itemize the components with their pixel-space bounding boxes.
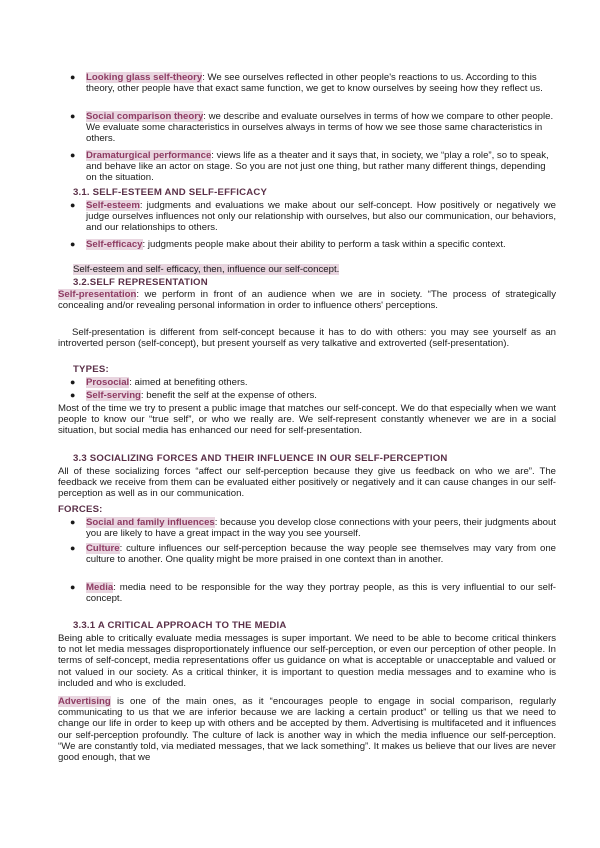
list-item <box>86 150 554 184</box>
forces-label: FORCES: <box>58 504 103 515</box>
definition: : We see ourselves reflected in other people's reactions to us. According to this theory, other people have that exact same function, we get to know ourselves by seeing how they reflect us. <box>86 72 543 95</box>
section-heading-3-2: 3.2.SELF REPRESENTATION <box>73 277 208 288</box>
bullet-dot: ● <box>70 239 76 249</box>
term-dramaturgical: Dramaturgical performance <box>86 150 212 161</box>
definition: : we describe and evaluate ourselves in terms of how we compare to other people. We evaluate some characteristics in ourselves always in terms of how we see those same characteristics in others. <box>86 111 554 145</box>
definition: : views life as a theater and it says that, in society, we “play a role”, so to speak, and behave like an actor on stage. So you are not just one thing, but rather many different things, depending on the situation. <box>86 150 549 184</box>
bullet-dot: ● <box>70 543 76 553</box>
term-self-presentation: Self-presentation <box>58 289 137 300</box>
term-media: Media <box>86 582 114 593</box>
list-item: Culture: culture influences our self-perception because the way people see themselves may vary from one culture to another. One quality might be more praised in one context than in another. <box>86 543 556 566</box>
term-self-esteem: Self-esteem <box>86 200 140 211</box>
bullet-dot: ● <box>70 150 76 160</box>
types-label: TYPES: <box>73 364 109 375</box>
bullet-dot: ● <box>70 582 76 592</box>
list-item: Prosocial: aimed at benefiting others. <box>86 377 248 388</box>
list-item: Social and family influences: because you develop close connections with your peers, their judgments about you are likely to have a great impact in the way you see yourself. <box>86 517 556 540</box>
bullet-dot: ● <box>70 72 76 82</box>
list-item <box>86 239 556 250</box>
list-item <box>86 72 554 94</box>
definition: : judgments and evaluations we make about our self-concept. How positively or negatively we judge ourselves influences not only our relationship with ourselves, but also our communication, our behaviors, and our relationships to others. <box>86 200 556 234</box>
paragraph: Self-presentation is different from self-concept because it has to do with others: you may see yourself as an introverted person (self-concept), but present yourself as very talkative and extroverted (self-presentation). <box>58 327 556 350</box>
term-self-serving: Self-serving <box>86 390 141 401</box>
section-heading-3-1: 3.1. SELF-ESTEEM AND SELF-EFFICACY <box>73 187 268 198</box>
list-item <box>86 200 556 234</box>
list-item: Self-serving: benefit the self at the expense of others. <box>86 390 317 401</box>
definition: : judgments people make about their ability to perform a task within a specific context. <box>142 239 506 250</box>
paragraph: Self-esteem and self- efficacy, then, influence our self-concept. <box>73 264 340 275</box>
paragraph: Most of the time we try to present a public image that matches our self-concept. We do that especially when we want people to know our “true self”, or who we really are. We self-represent constantly whenever we are in a social situation, but social media has enhanced our need for self-presentation. <box>58 403 556 437</box>
term-prosocial: Prosocial <box>86 377 130 388</box>
term-self-efficacy: Self-efficacy <box>86 239 143 250</box>
bullet-dot: ● <box>70 111 76 121</box>
list-item <box>86 111 554 145</box>
paragraph: Being able to critically evaluate media messages is super important. We need to be able to become critical thinkers to not let media messages disproportionately influence our self-perception, or even our perception of other people. In terms of self-concept, media representations offer us guidance on what is acceptable or unacceptable and valued or not valued in our society. As a critical thinker, it is important to question media messages and to examine who is included and who is excluded. <box>58 633 556 689</box>
term-culture: Culture <box>86 543 120 554</box>
paragraph: All of these socializing forces “affect our self-perception because they give us feedback on who we are”. The feedback we receive from them can be evaluated either positively or negatively and it can cause changes in our self-perception as well as in our communication. <box>58 466 556 500</box>
bullet-dot: ● <box>70 377 76 387</box>
paragraph: Advertising is one of the main ones, as it “encourages people to engage in social comparison, regularly communicating to us that we are inferior because we are lacking a certain product” or telling us that we need to change our life in order to keep up with others and be accepted by them. Advertising is multifaceted and it influences our self-perception profoundly. The culture of lack is another way in which the media influence our self-perception. “We are constantly told, via mediated messages, that we lack something”. It makes us believe that our lives are never good enough, that we <box>58 696 556 764</box>
term-looking-glass: Looking glass self-theory <box>86 72 203 83</box>
bullet-dot: ● <box>70 517 76 527</box>
paragraph: Self-presentation: we perform in front of an audience when we are in society. “The process of strategically concealing and/or revealing personal information in order to influence others' perceptions. <box>58 289 556 312</box>
term-social-comparison: Social comparison theory <box>86 111 204 122</box>
bullet-dot: ● <box>70 390 76 400</box>
section-heading-3-3: 3.3 SOCIALIZING FORCES AND THEIR INFLUENCE IN OUR SELF-PERCEPTION <box>73 453 448 464</box>
section-heading-3-3-1: 3.3.1 A CRITICAL APPROACH TO THE MEDIA <box>73 620 287 631</box>
bullet-dot: ● <box>70 200 76 210</box>
list-item: Media: media need to be responsible for the way they portray people, as this is very influential to our self-concept. <box>86 582 556 605</box>
term-advertising: Advertising <box>58 696 111 707</box>
term-social-family: Social and family influences <box>86 517 215 528</box>
